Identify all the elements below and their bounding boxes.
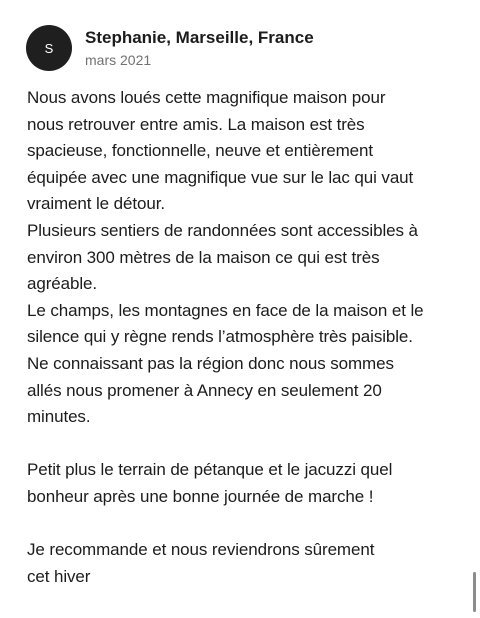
review-paragraph: Je recommande et nous reviendrons sûrement cet hiver bbox=[27, 540, 375, 586]
author-name: Stephanie, Marseille, France bbox=[85, 27, 314, 47]
review-paragraph: Petit plus le terrain de pétanque et le jacuzzi quel bonheur après une bonne journée de marche ! bbox=[27, 460, 393, 506]
avatar[interactable]: S bbox=[26, 25, 72, 71]
review-text bbox=[27, 85, 457, 590]
author-info bbox=[85, 26, 314, 69]
review-paragraph: Nous avons loués cette magnifique maison pour nous retrouver entre amis. La maison est très spacieuse, fonctionnelle, neuve et entièrement équipée avec une magnifique vue sur le lac qui vaut vraiment le détour. Plusieurs sentiers de randonnées sont accessibles à environ 300 mètres de la maison ce qui est très agréable. Le champs, les montagnes en face de la maison et le silence qui y règne rends l’atmosphère très paisible. Ne connaissant pas la région donc nous sommes allés nous promener à Annecy en seulement 20 minutes. bbox=[27, 88, 424, 427]
review-date: mars 2021 bbox=[85, 51, 152, 68]
review-header bbox=[26, 24, 314, 72]
scrollbar[interactable] bbox=[473, 572, 476, 612]
